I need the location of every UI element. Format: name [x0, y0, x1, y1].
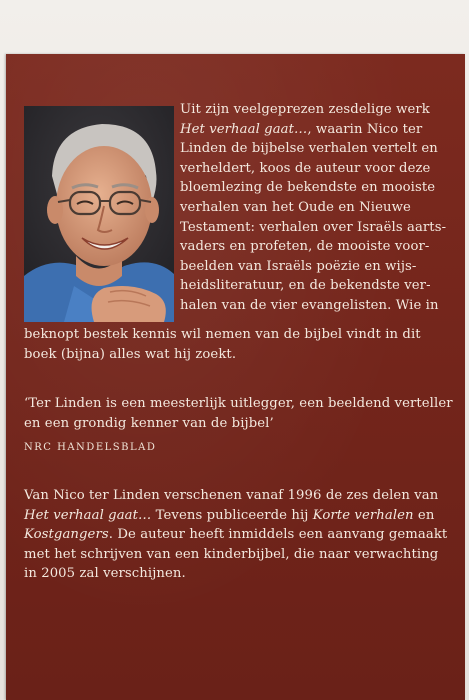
book-title: Korte verhalen [312, 507, 414, 523]
text-line: in 2005 zal verschijnen. [24, 566, 186, 582]
text-line-rest: . De auteur heeft inmiddels een aanvang gemaakt [108, 527, 448, 543]
text-line: Van Nico ter Linden verschenen vanaf 1996 de zes delen van [24, 488, 439, 503]
text-line: vaders en profeten, de mooiste voor- [180, 239, 430, 255]
quote-source: NRC HANDELSBLAD [24, 442, 157, 453]
text-line: beelden van Israëls poëzie en wijs- [180, 258, 417, 274]
text-line: bloemlezing de bekendste en mooiste [180, 180, 436, 196]
author-photo [24, 106, 174, 322]
text-line: verheldert, koos de auteur voor deze [180, 160, 431, 176]
text-line-rest: Tevens publiceerde hij [151, 507, 313, 523]
quote-line: ‘Ter Linden is een meesterlijk uitlegger, een beeldend verteller [24, 396, 453, 411]
text-line: Testament: verhalen over Israëls aarts- [180, 219, 447, 235]
quote-line: en een grondig kenner van de bijbel’ [24, 415, 274, 431]
description-beside-photo [180, 100, 460, 316]
text-line: beknopt bestek kennis wil nemen van de bijbel vindt in dit [24, 327, 421, 342]
text-line: boek (bijna) alles wat hij zoekt. [24, 346, 237, 362]
review-quote [24, 394, 464, 433]
text-line: met het schrijven van een kinderbijbel, die naar verwachting [24, 546, 439, 562]
text-line [180, 120, 460, 140]
book-title: Het verhaal gaat… [180, 121, 308, 137]
author-bio [24, 486, 464, 584]
text-line: heidsliteratuur, en de bekendste ver- [180, 278, 431, 294]
text-line [24, 525, 464, 545]
text-line [24, 506, 464, 526]
text-line: Linden de bijbelse verhalen vertelt en [180, 141, 438, 157]
book-back-cover [6, 54, 465, 700]
book-title: Het verhaal gaat… [24, 507, 152, 523]
text-line-rest: en [413, 507, 435, 523]
text-line: verhalen van het Oude en Nieuwe [180, 199, 411, 215]
text-line-rest: , waarin Nico ter [307, 121, 423, 137]
text-line: Uit zijn veelgeprezen zesdelige werk [180, 102, 430, 117]
book-title: Kostgangers [24, 527, 109, 543]
text-line: halen van de vier evangelisten. Wie in [180, 297, 439, 313]
description-full-width [24, 325, 464, 364]
